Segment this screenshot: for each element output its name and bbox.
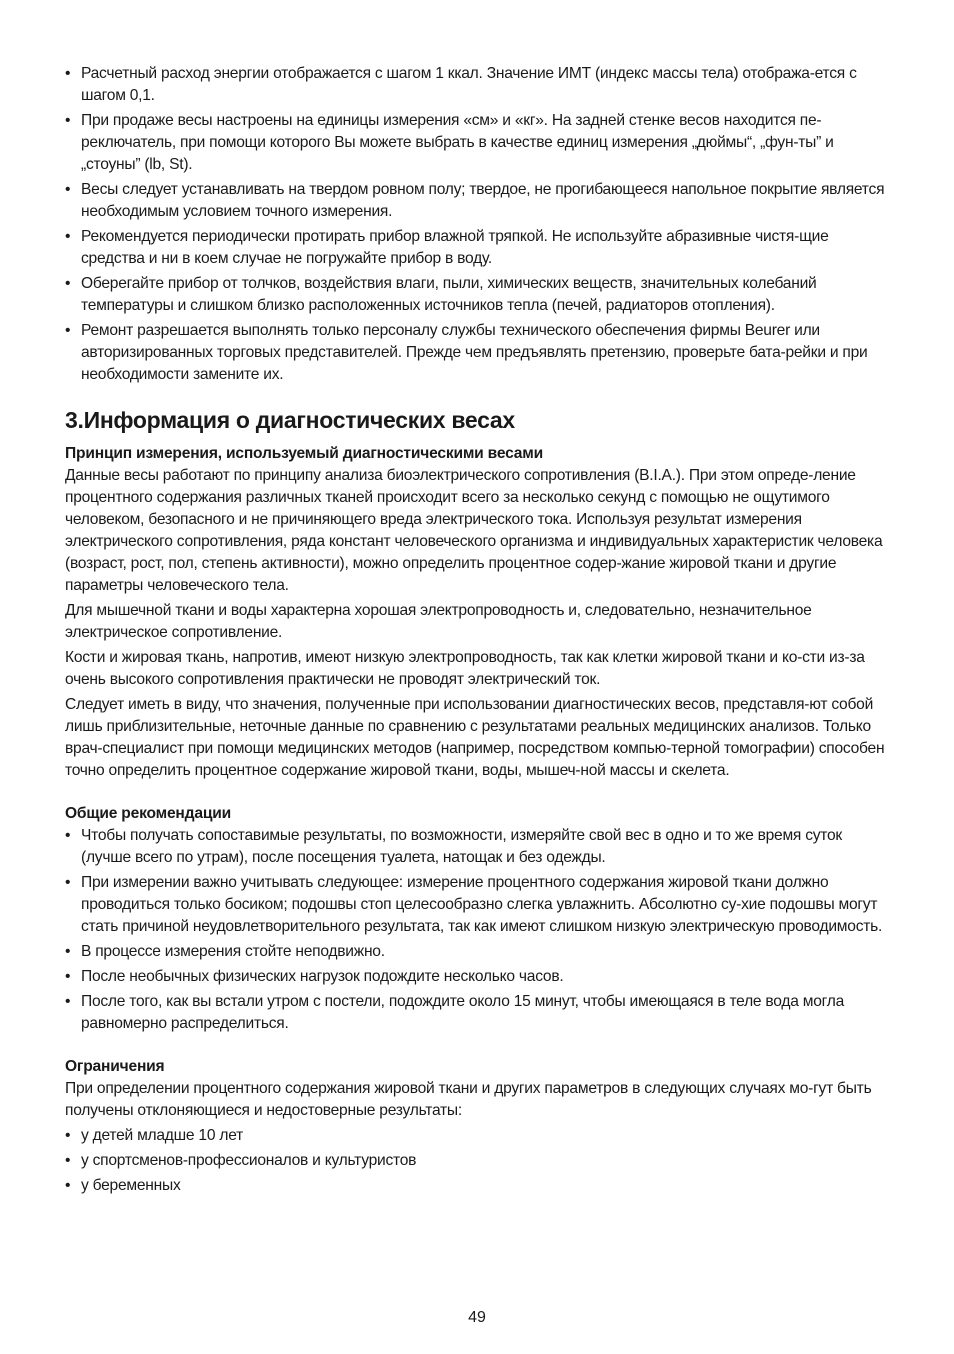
principle-body <box>65 465 893 782</box>
spacer <box>65 785 893 803</box>
list-item: • у спортсменов-профессионалов и культуристов <box>65 1150 893 1172</box>
list-item: • Чтобы получать сопоставимые результаты, по возможности, измеряйте свой вес в одно и то же время суток (лучше всего по утрам), после посещения туалета, натощак и без одежды. <box>65 827 843 866</box>
list-item: • у беременных <box>65 1175 893 1197</box>
page-content <box>65 63 893 1200</box>
bullet-icon: • <box>65 1127 71 1144</box>
list-item: • После того, как вы встали утром с постели, подождите около 15 минут, чтобы имеющаяся в теле вода могла равномерно распределиться. <box>65 993 844 1032</box>
bullet-icon: • <box>65 322 71 339</box>
bullet-icon: • <box>65 1177 71 1194</box>
limits-heading: Ограничения <box>65 1058 165 1075</box>
list-item: • у детей младше 10 лет <box>65 1125 893 1147</box>
bullet-icon: • <box>65 993 71 1010</box>
bullet-icon: • <box>65 65 71 82</box>
general-heading: Общие рекомендации <box>65 805 231 822</box>
paragraph: Кости и жировая ткань, напротив, имеют низкую электропроводность, так как клетки жировой ткани и ко-сти из-за очень высокого сопротивления практически не проводят электрический ток. <box>65 649 865 688</box>
spacer <box>65 1038 893 1056</box>
list-item: • В процессе измерения стойте неподвижно. <box>65 941 893 963</box>
list-item: • Рекомендуется периодически протирать прибор влажной тряпкой. Не используйте абразивные чистя-щие средства и ни в коем случае не погружайте прибор в воду. <box>65 228 829 267</box>
limits-intro: При определении процентного содержания жировой ткани и других параметров в следующих случаях мо-гут быть получены отклоняющиеся и недостоверные результаты: <box>65 1080 872 1119</box>
bullet-icon: • <box>65 112 71 129</box>
bullet-icon: • <box>65 968 71 985</box>
bullet-icon: • <box>65 827 71 844</box>
bullet-icon: • <box>65 181 71 198</box>
list-item: • Расчетный расход энергии отображается с шагом 1 ккал. Значение ИМТ (индекс массы тела) отобража-ется с шагом 0,1. <box>65 65 857 104</box>
bullet-icon: • <box>65 1152 71 1169</box>
section-title: 3.Информация о диагностических весах <box>65 407 515 433</box>
list-item: • После необычных физических нагрузок подождите несколько часов. <box>65 966 893 988</box>
list-item: • Ремонт разрешается выполнять только персоналу службы технического обеспечения фирмы Beurer или авторизированных торговых представителей. Прежде чем предъявлять претензию, проверьте бата-рейки и при необходимости замените их. <box>65 322 868 383</box>
principle-heading: Принцип измерения, используемый диагностическими весами <box>65 445 543 462</box>
bullet-icon: • <box>65 943 71 960</box>
bullet-icon: • <box>65 874 71 891</box>
general-bullet-list <box>65 825 893 1035</box>
paragraph: Следует иметь в виду, что значения, полученные при использовании диагностических весов, представля-ют собой лишь приблизительные, неточные данные по сравнению с результатами реальных медицинских анализов. Только врач-специалист при помощи медицинских методов (например, посредством компью-терной томографии) способен точно определить процентное содержание жировой ткани, воды, мышеч-ной массы и скелета. <box>65 696 885 779</box>
bullet-icon: • <box>65 228 71 245</box>
list-item: • При продаже весы настроены на единицы измерения «см» и «кг». На задней стенке весов находится пе-реключатель, при помощи которого Вы можете выбрать в качестве единиц измерения „дюймы“, „фун-ты” и „стоуны” (lb, St). <box>65 112 834 173</box>
top-bullet-list <box>65 63 893 386</box>
limits-bullet-list <box>65 1125 893 1197</box>
page-number: 49 <box>468 1309 486 1326</box>
list-item: • При измерении важно учитывать следующее: измерение процентного содержания жировой ткани должно проводиться только босиком; подошвы стоп целесообразно слегка увлажнить. Абсолютно су-хие подошвы могут стать причиной неудовлетворительного результата, так как имеют слишком низкую электрическую проводимость. <box>65 874 883 935</box>
paragraph: Данные весы работают по принципу анализа биоэлектрического сопротивления (B.I.A.). При этом опреде-ление процентного содержания различных тканей происходит всего за несколько секунд с помощью не ощутимого человеком, безопасного и не причиняющего вреда электрического тока. Используя результат измерения электрического сопротивления, ряда констант человеческого организма и индивидуальных характеристик человека (возраст, рост, пол, степень активности), можно определить процентное содер-жание жировой ткани и другие параметры человеческого тела. <box>65 467 883 594</box>
list-item: • Весы следует устанавливать на твердом ровном полу; твердое, не прогибающееся напольное покрытие является необходимым условием точного измерения. <box>65 181 885 220</box>
paragraph: Для мышечной ткани и воды характерна хорошая электропроводность и, следовательно, незначительное электрическое сопротивление. <box>65 602 812 641</box>
bullet-icon: • <box>65 275 71 292</box>
list-item: • Оберегайте прибор от толчков, воздействия влаги, пыли, химических веществ, значительных колебаний температуры и слишком близко расположенных источников тепла (печей, радиаторов отопления). <box>65 275 817 314</box>
